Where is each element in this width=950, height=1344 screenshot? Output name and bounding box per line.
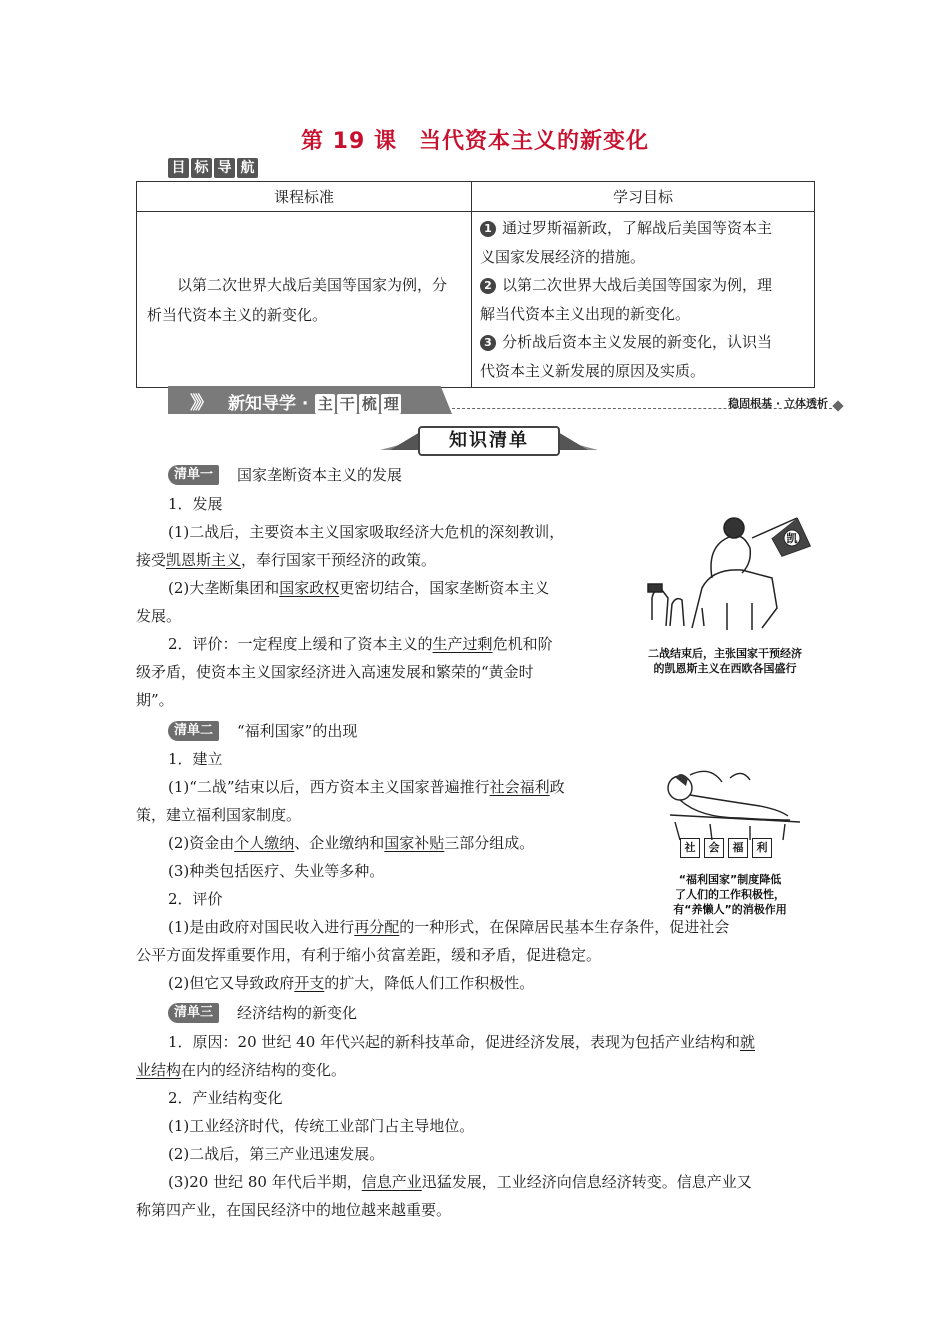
list3-p2: (1)工业经济时代，传统工业部门占主导地位。 <box>168 1117 475 1135</box>
chevron-icon: 》》 <box>190 393 209 414</box>
aim-item-cont: 义国家发展经济的措施。 <box>480 247 646 266</box>
lesson-name: 当代资本主义的新变化 <box>418 129 649 154</box>
list1-p1a: (1)二战后，主要资本主义国家吸取经济大危机的深刻教训， <box>168 523 565 541</box>
goals-table <box>136 181 815 388</box>
list2-p2 <box>168 829 534 857</box>
key-term: 再分配 <box>354 918 400 936</box>
diamond-icon <box>832 400 843 411</box>
banner-wing <box>558 432 588 450</box>
list2-p5 <box>168 969 534 997</box>
text: 在内的经济结构的变化。 <box>181 1061 347 1079</box>
key-term: 国家政权 <box>279 579 340 597</box>
welfare-cartoon <box>650 760 810 917</box>
list3-p1b <box>136 1056 346 1084</box>
list1-p1b <box>136 546 436 574</box>
text: 危机和阶 <box>492 635 553 653</box>
text: (2)大垄断集团和 <box>168 579 280 597</box>
list1-p2b: 发展。 <box>136 607 182 625</box>
aim-text: 以第二次世界大战后美国等国家为例，理 <box>502 276 773 294</box>
list3-p3: (2)二战后，第三产业迅速发展。 <box>168 1145 385 1163</box>
flag-char: 凯 <box>786 532 798 545</box>
banner-wing <box>390 432 420 450</box>
caption-line: 的凯恩斯主义在西欧各国盛行 <box>653 662 797 675</box>
text: ，奉行国家干预经济的政策。 <box>241 551 437 569</box>
aims-cell <box>472 212 815 388</box>
list2-header <box>168 720 357 741</box>
text: (2)但它又导致政府 <box>168 974 295 992</box>
block-char: 社 <box>680 838 700 858</box>
list3-p4a <box>168 1168 752 1196</box>
caption-line: 有“养懒人”的消极作用 <box>673 903 787 916</box>
welfare-blocks <box>680 838 772 858</box>
number-icon: 2 <box>480 278 496 294</box>
standard-text: 以第二次世界大战后美国等国家为例，分析当代资本主义的新变化。 <box>147 275 448 324</box>
list1-p3b: 级矛盾，使资本主义国家经济进入高速发展和繁荣的“黄金时 <box>136 663 534 681</box>
figure-caption <box>632 646 818 676</box>
list1-p2a <box>168 574 549 602</box>
text: 接受 <box>136 551 167 569</box>
number-icon: 3 <box>480 335 496 351</box>
text: (1)是由政府对国民收入进行 <box>168 918 355 936</box>
text: (2)资金由 <box>168 834 235 852</box>
section-label-pre: 新知导学 · <box>228 394 309 414</box>
aim-item <box>480 271 806 300</box>
lesson-number: 第 19 课 <box>301 129 397 154</box>
text: 迅猛发展，工业经济向信息经济转变。信息产业又 <box>421 1173 752 1191</box>
section-motto: 稳固根基 · 立体透析 <box>728 397 828 410</box>
list2-p1b: 策，建立福利国家制度。 <box>136 806 302 824</box>
text: 1．原因：20 世纪 40 年代兴起的新科技革命，促进经济发展，表现为包括产业结构和 <box>168 1033 741 1051</box>
list2-p4a <box>168 913 729 941</box>
aim-item-cont: 解当代资本主义出现的新变化。 <box>480 304 691 323</box>
text: 政 <box>549 778 565 796</box>
section-box: 干 <box>337 394 357 414</box>
list3-p4b: 称第四产业，在国民经济中的地位越来越重要。 <box>136 1201 452 1219</box>
block-char: 利 <box>752 838 772 858</box>
list-heading: 经济结构的新变化 <box>237 1004 358 1022</box>
key-term: 社会福利 <box>489 778 550 796</box>
list1-s1: 1．发展 <box>168 495 223 513</box>
aim-item <box>480 214 806 243</box>
list-heading: 国家垄断资本主义的发展 <box>237 466 403 484</box>
section-box: 主 <box>315 394 335 414</box>
key-term: 国家补贴 <box>384 834 445 852</box>
aim-text: 通过罗斯福新政，了解战后美国等资本主 <box>502 219 773 237</box>
key-term: 信息产业 <box>361 1173 422 1191</box>
list-tag: 清单一 <box>168 465 219 485</box>
section-box: 理 <box>381 394 401 414</box>
text: 、企业缴纳和 <box>294 834 385 852</box>
list1-p3c: 期”。 <box>136 691 174 709</box>
badge-char: 目 <box>168 158 189 178</box>
header-standard: 课程标准 <box>137 182 472 212</box>
list2-s2: 2．评价 <box>168 890 223 908</box>
badge-char: 标 <box>191 158 212 178</box>
keynes-cartoon <box>632 508 818 676</box>
list2-p1a <box>168 773 565 801</box>
standard-cell <box>137 212 472 388</box>
aim-text: 分析战后资本主义发展的新变化，认识当 <box>502 333 773 351</box>
aim-item-cont: 代资本主义新发展的原因及实质。 <box>480 361 706 380</box>
key-term: 生产过剩 <box>432 635 493 653</box>
header-aims: 学习目标 <box>472 182 815 212</box>
block-char: 福 <box>728 838 748 858</box>
text: 三部分组成。 <box>444 834 535 852</box>
list3-header <box>168 1002 357 1023</box>
knowledge-list-banner <box>380 424 598 460</box>
goals-nav-badge <box>168 158 258 178</box>
page-title <box>0 124 950 155</box>
key-term: 个人缴纳 <box>234 834 295 852</box>
list1-header <box>168 464 402 485</box>
banner-title: 知识清单 <box>418 426 560 456</box>
list-tag: 清单三 <box>168 1003 219 1023</box>
section-label <box>228 389 402 414</box>
list3-s2: 2．产业结构变化 <box>168 1089 283 1107</box>
caption-line: 了人们的工作积极性， <box>675 888 785 901</box>
key-term: 就 <box>740 1033 756 1051</box>
text: (3)20 世纪 80 年代后半期， <box>168 1173 362 1191</box>
text: 2．评价：一定程度上缓和了资本主义的 <box>168 635 433 653</box>
text: 的扩大，降低人们工作积极性。 <box>324 974 535 992</box>
text: (1)“二战”结束以后，西方资本主义国家普遍推行 <box>168 778 490 796</box>
badge-char: 导 <box>214 158 235 178</box>
section-bar <box>168 386 848 414</box>
list2-p3: (3)种类包括医疗、失业等多种。 <box>168 862 385 880</box>
list-tag: 清单二 <box>168 721 219 741</box>
list1-p3a <box>168 630 553 658</box>
badge-char: 航 <box>237 158 258 178</box>
text: 更密切结合，国家垄断资本主义 <box>339 579 550 597</box>
cartoon-horse-rider-icon <box>632 508 818 642</box>
block-char: 会 <box>704 838 724 858</box>
figure-caption <box>650 872 810 917</box>
number-icon: 1 <box>480 221 496 237</box>
list3-p1a <box>168 1028 755 1056</box>
caption-line: 二战结束后，主张国家干预经济 <box>648 647 802 660</box>
list2-p4b: 公平方面发挥重要作用，有利于缩小贫富差距，缓和矛盾，促进稳定。 <box>136 946 602 964</box>
section-box: 梳 <box>359 394 379 414</box>
key-term: 业结构 <box>136 1061 182 1079</box>
list-heading: “福利国家”的出现 <box>237 722 358 740</box>
key-term: 凯恩斯主义 <box>166 551 242 569</box>
key-term: 开支 <box>294 974 325 992</box>
caption-line: “福利国家”制度降低 <box>678 873 782 886</box>
text: 的一种形式，在保障居民基本生存条件，促进社会 <box>399 918 730 936</box>
list2-s1: 1．建立 <box>168 750 223 768</box>
aim-item <box>480 328 806 357</box>
